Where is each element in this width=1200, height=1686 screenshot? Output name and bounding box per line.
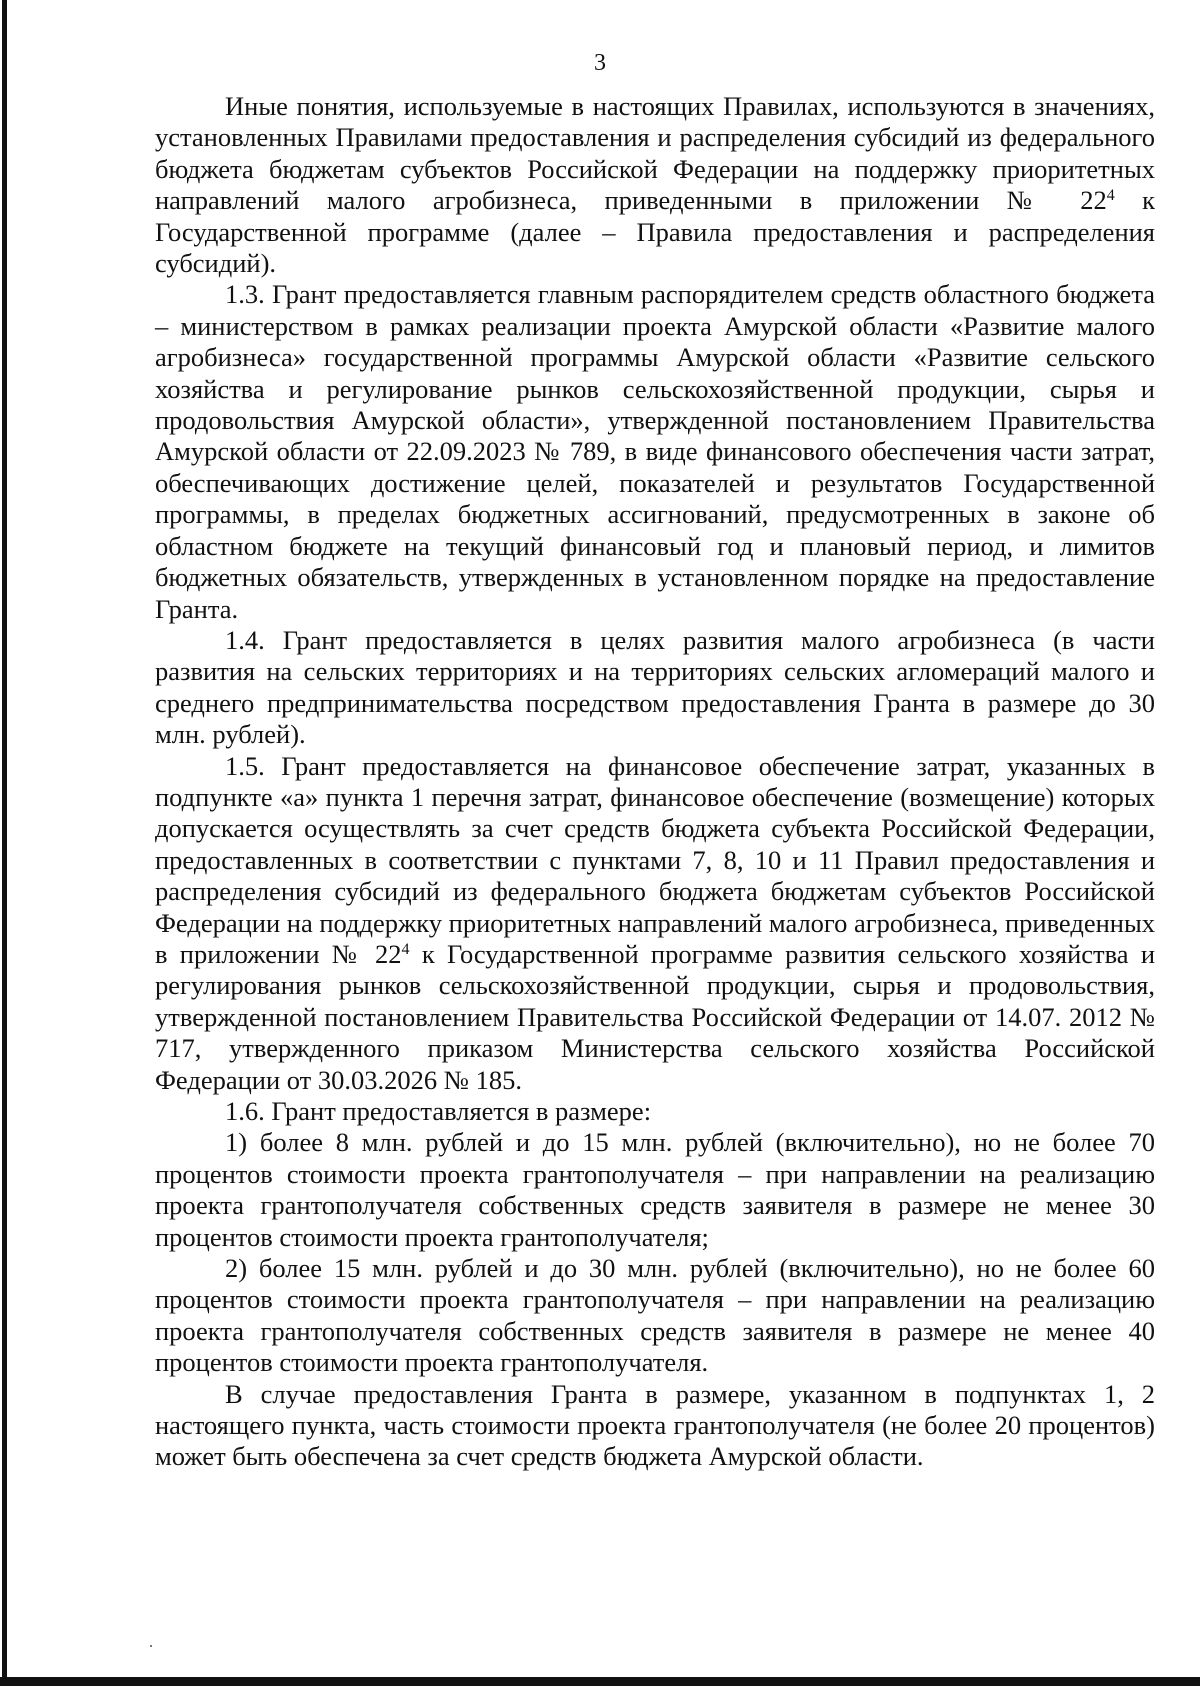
document-body [155, 91, 1155, 1473]
superscript: 4 [401, 940, 410, 958]
scan-speck [150, 1645, 152, 1647]
paragraph-text: к Государственной программе (далее – Правила предоставления и распределения субсидий). [155, 185, 1156, 279]
superscript: 4 [1106, 187, 1115, 205]
paragraph-1-3: 1.3. Грант предоставляется главным распорядителем средств областного бюджета – министерством в рамках реализации проекта Амурской области «Развитие малого агробизнеса» государственной программы Амурской области «Развитие сельского хозяйства и регулирование рынков сельскохозяйственной продукции, сырья и продовольствия Амурской области», утвержденной постановлением Правительства Амурской области от 22.09.2023 № 789, в виде финансового обеспечения части затрат, обеспечивающих достижение целей, показателей и результатов Государственной программы, в пределах бюджетных ассигнований, предусмотренных в законе об областном бюджете на текущий финансовый год и плановый период, и лимитов бюджетных обязательств, утвержденных в установленном порядке на предоставление Гранта. [155, 279, 1155, 624]
scan-left-border [2, 0, 7, 1686]
scan-bottom-border [0, 1677, 1200, 1686]
paragraph-1-6-item-1: 1) более 8 млн. рублей и до 15 млн. рублей (включительно), но не более 70 процентов стоимости проекта грантополучателя – при направлении на реализацию проекта грантополучателя собственных средств заявителя в размере не менее 30 процентов стоимости проекта грантополучателя; [155, 1127, 1155, 1252]
paragraph-1-4: 1.4. Грант предоставляется в целях развития малого агробизнеса (в части развития на сельских территориях и на территориях сельских агломераций малого и среднего предпринимательства посредством предоставления Гранта в размере до 30 млн. рублей). [155, 624, 1155, 750]
paragraph-text: к Государственной программе развития сельского хозяйства и регулирования рынков сельскохозяйственной продукции, сырья и продовольствия, утвержденной постановлением Правительства Российской Федерации от 14.07. 2012 № 717, утвержденного приказом Министерства сельского хозяйства Российской Федерации от 30.03.2026 № 185. [155, 938, 1155, 1095]
paragraph-text: 1.5. Грант предоставляется на финансовое обеспечение затрат, указанных в подпункте «а» пункта 1 перечня затрат, финансовое обеспечение (возмещение) которых допускается осуществлять за счет средств бюджета субъекта Российской Федерации, предоставленных в соответствии с пунктами 7, 8, 10 и 11 Правил предоставления и распределения субсидий из федерального бюджета бюджетам субъектов Российской Федерации на поддержку приоритетных направлений малого агробизнеса, приведенных в приложении № 22 [155, 750, 1156, 969]
paragraph-1-6-item-2: 2) более 15 млн. рублей и до 30 млн. рублей (включительно), но не более 60 процентов стоимости проекта грантополучателя – при направлении на реализацию проекта грантополучателя собственных средств заявителя в размере не менее 40 процентов стоимости проекта грантополучателя. [155, 1253, 1155, 1378]
page-number: 3 [594, 50, 606, 76]
paragraph-definitions [155, 91, 1155, 279]
paragraph-co-financing: В случае предоставления Гранта в размере, указанном в подпунктах 1, 2 настоящего пункта, часть стоимости проекта грантополучателя (не более 20 процентов) может быть обеспечена за счет средств бюджета Амурской области. [155, 1378, 1155, 1472]
paragraph-1-6: 1.6. Грант предоставляется в размере: [225, 1096, 652, 1126]
paragraph-text: Иные понятия, используемые в настоящих Правилах, используются в значениях, установленных Правилами предоставления и распределения субсидий из федерального бюджета бюджетам субъектов Российской Федерации на поддержку приоритетных направлений малого агробизнеса, приведенными в приложении № 22 [155, 91, 1155, 216]
paragraph-1-5 [155, 751, 1155, 1096]
